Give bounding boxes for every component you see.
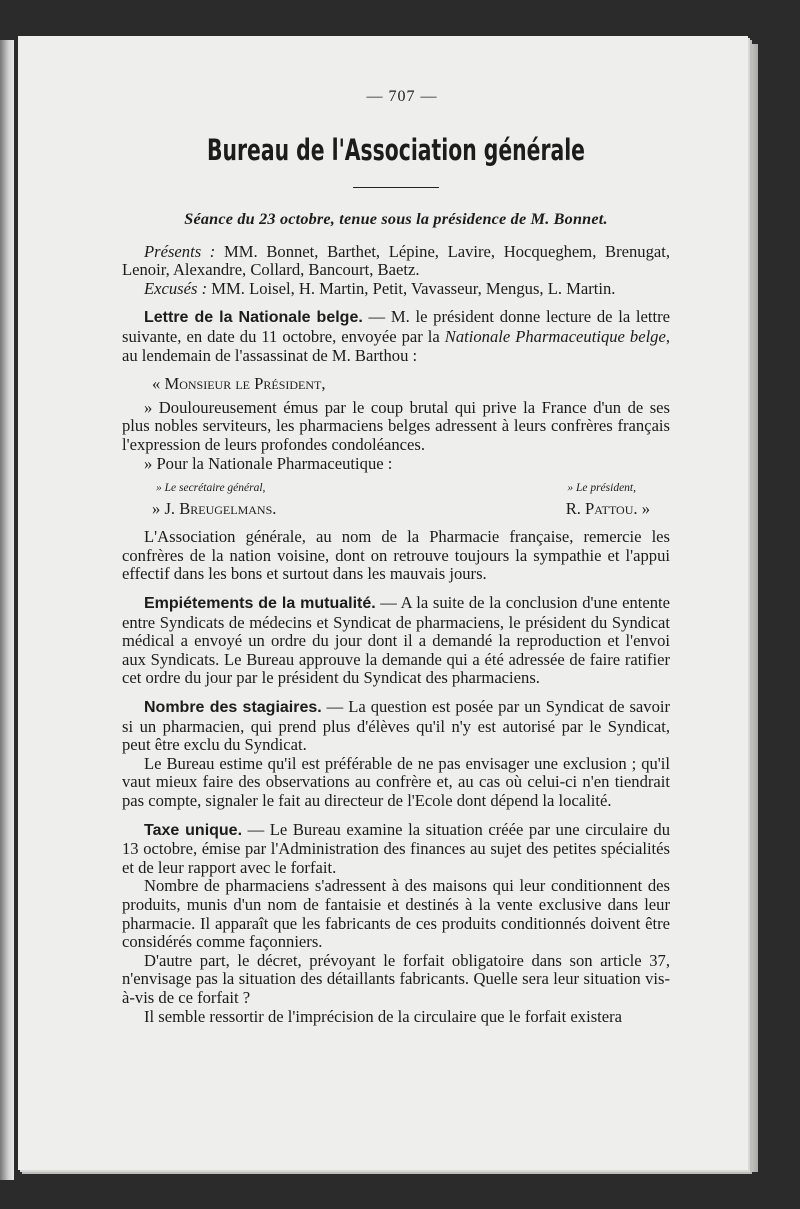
taxe-paragraph-4: Il semble ressortir de l'imprécision de la circulaire que le forfait existera bbox=[144, 1006, 623, 1026]
title-divider bbox=[353, 187, 439, 188]
excuses-label: Excusés : bbox=[144, 278, 208, 298]
lettre-heading: Lettre de la Nationale belge. bbox=[144, 309, 363, 327]
empietements-text: — A la suite de la conclusion d'une entente entre Syndicats de médecins et Syndicat de pharmaciens, le président du Syndicat médical a envoyé un ordre du jour dont il a demandé la reproduction et l'envoi aux Syndicats. Le Bureau approuve la demande qui a été adressée de faire ratifier cet ordre du jour par le président du Syndicat des pharmaciens. bbox=[122, 593, 670, 688]
stagiaires-heading: Nombre des stagiaires. bbox=[144, 699, 322, 717]
document-page bbox=[18, 36, 748, 1170]
letter-pour: » Pour la Nationale Pharmaceutique : bbox=[144, 453, 393, 473]
excuses-paragraph bbox=[122, 280, 670, 299]
presents-paragraph bbox=[122, 243, 670, 280]
taxe-text: — Le Bureau examine la situation créée par une circulaire du 13 octobre, émise par l'Administration des finances au sujet des petites spécialités et de leur rapport avec le forfait. bbox=[122, 819, 670, 877]
book-binding-edge bbox=[0, 40, 14, 1180]
stagiaires-text: — La question est posée par un Syndicat de savoir si un pharmacien, qui prend plus d'élèves qu'il n'y est autorisé par le Syndicat, peut être exclu du Syndicat. bbox=[122, 697, 670, 755]
empietements-heading: Empiétements de la mutualité. bbox=[144, 595, 376, 613]
page-title: Bureau de l'Association générale bbox=[206, 132, 585, 167]
letter-salutation: « Monsieur le Président, bbox=[152, 374, 326, 394]
sig-left-role: » Le secrétaire général, bbox=[156, 482, 266, 495]
taxe-paragraph bbox=[122, 821, 670, 878]
empietements-paragraph bbox=[122, 594, 670, 688]
presents-text: MM. Bonnet, Barthet, Lépine, Lavire, Hocqueghem, Brenugat, Lenoir, Alexandre, Collard, Bancourt, Baetz. bbox=[122, 241, 670, 280]
page-content bbox=[122, 88, 670, 1026]
page-edge bbox=[748, 44, 758, 1172]
stagiaires-paragraph bbox=[122, 698, 670, 755]
excuses-text: MM. Loisel, H. Martin, Petit, Vavasseur, Mengus, L. Martin. bbox=[211, 278, 616, 298]
sig-left-name: » J. Breugelmans. bbox=[152, 498, 277, 518]
stagiaires-paragraph-2: Le Bureau estime qu'il est préférable de ne pas envisager une exclusion ; qu'il vaut mieux faire des observations au confrère et, au cas où celui-ci n'en tiendrait pas compte, signaler le fait au directeur de l'Ecole dont dépend la localité. bbox=[122, 753, 670, 811]
presents-label: Présents : bbox=[144, 241, 216, 261]
lettre-text-1: — M. le président donne lecture de la lettre suivante, en date du 11 octobre, envoyée par la bbox=[122, 307, 670, 346]
taxe-paragraph-2: Nombre de pharmaciens s'adressent à des maisons qui leur conditionnent des produits, munis d'un nom de fantaisie et destinés à la vente exclusive dans leur pharmacie. Il apparaît que les fabricants de ces produits conditionnés doivent être considérés comme façonniers. bbox=[122, 876, 670, 952]
signature-roles bbox=[122, 479, 670, 498]
sig-right-role: » Le président, bbox=[567, 482, 636, 495]
taxe-heading: Taxe unique. bbox=[144, 821, 243, 839]
taxe-paragraph-3: D'autre part, le décret, prévoyant le forfait obligatoire dans son article 37, n'envisage pas la situation des détaillants fabricants. Quelle sera leur situation vis-à-vis de ce forfait ? bbox=[122, 950, 670, 1007]
lettre-text-2: , au lendemain de l'assassinat de M. Barthou : bbox=[122, 326, 671, 365]
letter-body: » Douloureusement émus par le coup brutal qui prive la France d'un de ses plus nobles serviteurs, les pharmaciens belges adressent à leurs confrères français l'expression de leurs profondes condoléances. bbox=[122, 397, 670, 454]
lettre-italic: Nationale Pharmaceutique belge bbox=[444, 326, 666, 346]
page-number: — 707 — bbox=[366, 88, 438, 105]
lettre-paragraph bbox=[122, 308, 670, 365]
association-reply: L'Association générale, au nom de la Pharmacie française, remercie les confrères de la nation voisine, dont on retrouve toujours la sympathie et l'appui effectif dans les bons et surtout dans les mauvais jours. bbox=[122, 527, 670, 584]
session-heading: Séance du 23 octobre, tenue sous la présidence de M. Bonnet. bbox=[184, 209, 608, 228]
sig-right-name: R. Pattou. » bbox=[565, 498, 650, 518]
signature-names bbox=[122, 500, 670, 519]
